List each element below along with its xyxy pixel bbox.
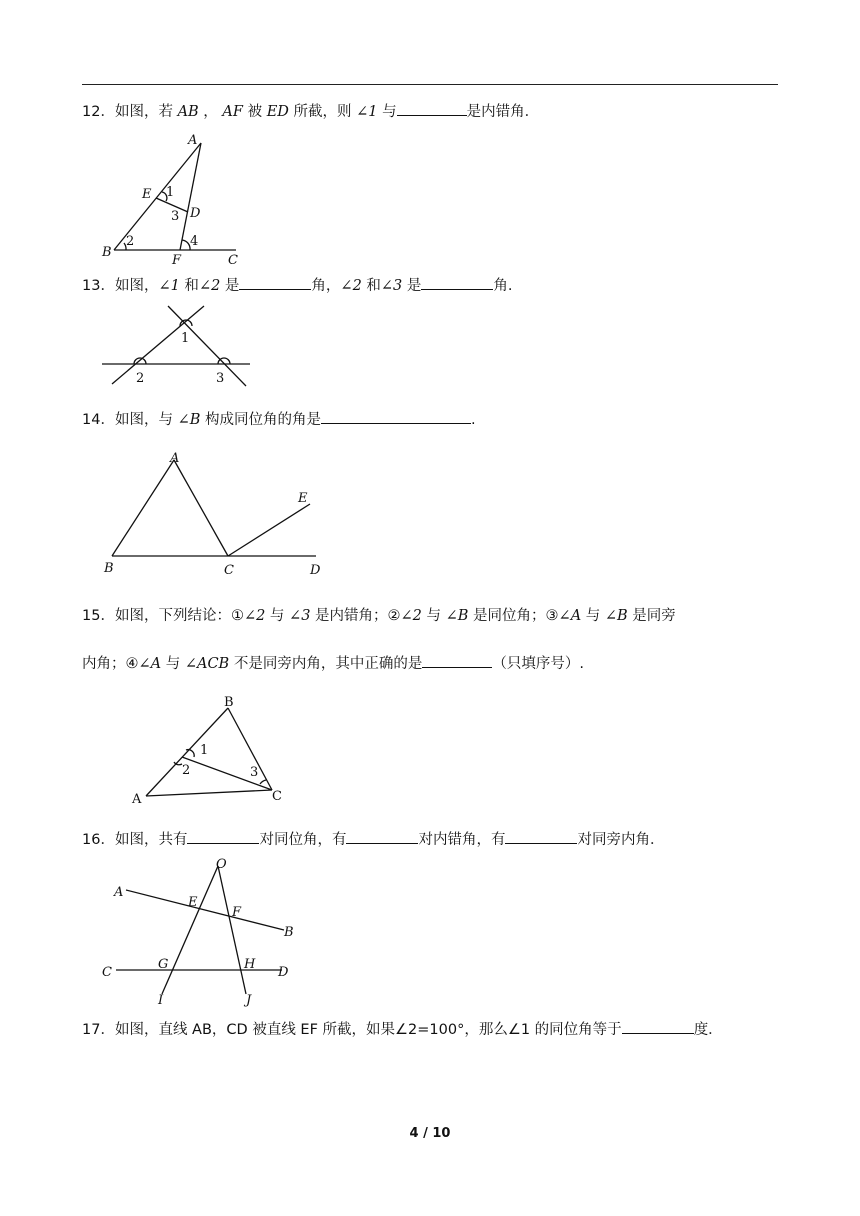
point-label: A	[114, 885, 124, 900]
point-label: A	[170, 451, 180, 466]
question-text: ，	[198, 104, 223, 120]
question-text: 对内错角，有	[418, 832, 506, 848]
math-term: ∠A	[558, 608, 582, 624]
question-text: ．如图，直线 AB，CD 被直线 EF 所截，如果∠2=100°，那么∠1 的同位角等于	[100, 1022, 622, 1038]
question-text: ．如图，若	[100, 104, 178, 120]
point-label: H	[244, 957, 256, 972]
question-text: 与	[581, 608, 605, 624]
answer-blank[interactable]	[346, 828, 418, 844]
question-text: 和	[361, 278, 381, 294]
question-text: 是	[402, 278, 422, 294]
figure-q13	[98, 298, 258, 390]
question-text: 内角；	[82, 656, 126, 672]
question-text: 角.	[493, 278, 513, 294]
question-text: 构成同位角的角是	[200, 412, 321, 428]
math-term: ∠B	[177, 412, 201, 428]
question-number: 12	[82, 104, 101, 120]
question-text: 对同旁内角．	[577, 832, 665, 848]
math-term: ∠3	[380, 278, 403, 294]
question-number: 17	[82, 1022, 101, 1038]
math-term: ∠2	[243, 608, 266, 624]
question-12	[82, 100, 539, 122]
math-term: ∠2	[340, 278, 362, 294]
transversal-right	[168, 306, 246, 386]
math-term: ∠3	[289, 608, 311, 624]
angle-label: 3	[171, 209, 180, 224]
angle-4-arc	[182, 240, 190, 250]
angle-label: 4	[190, 234, 199, 249]
question-17	[82, 1018, 723, 1040]
option-marker: ①	[230, 608, 244, 624]
line-oi	[162, 866, 218, 994]
question-text: 被	[242, 104, 267, 120]
question-number: 13	[82, 278, 101, 294]
point-label: I	[158, 993, 164, 1008]
math-term: ∠2	[198, 278, 221, 294]
question-text: ．如图，共有	[100, 832, 188, 848]
question-14	[82, 408, 476, 430]
point-label: B	[102, 245, 112, 260]
line-ac	[174, 460, 228, 556]
answer-blank[interactable]	[422, 652, 492, 668]
question-text: 是	[220, 278, 240, 294]
point-label: C	[224, 563, 234, 578]
point-label: D	[310, 563, 321, 578]
answer-blank[interactable]	[321, 408, 471, 424]
point-label: A	[188, 133, 198, 148]
question-text: 与	[161, 656, 185, 672]
question-text: （只填序号）.	[492, 656, 584, 672]
question-text: ．如图，下列结论：	[100, 608, 231, 624]
figure-q14	[98, 446, 338, 582]
question-text: 不是同旁内角，其中正确的是	[229, 656, 423, 672]
question-text: 与	[265, 608, 290, 624]
point-label: A	[132, 792, 142, 807]
math-term: AB	[177, 104, 199, 120]
point-label: O	[216, 857, 227, 872]
point-label: C	[228, 253, 238, 268]
question-text: 是同旁	[627, 608, 676, 624]
point-label: F	[172, 253, 182, 268]
point-label: F	[232, 905, 242, 920]
question-text: 与	[421, 608, 446, 624]
option-marker: ④	[125, 656, 139, 672]
option-marker: ②	[387, 608, 401, 624]
math-term: ∠1	[356, 104, 378, 120]
math-term: ∠B	[604, 608, 628, 624]
point-label: D	[190, 206, 201, 221]
angle-label: 2	[136, 371, 145, 386]
question-text: 与	[377, 104, 397, 120]
question-text: 和	[179, 278, 199, 294]
answer-blank[interactable]	[622, 1018, 694, 1034]
answer-blank[interactable]	[421, 274, 493, 290]
point-label: B	[104, 561, 114, 576]
point-label: D	[278, 965, 289, 980]
page-number: 4 / 10	[409, 1126, 451, 1141]
answer-blank[interactable]	[505, 828, 577, 844]
answer-blank[interactable]	[187, 828, 259, 844]
figure-q15	[128, 690, 298, 810]
figure-q12	[96, 128, 256, 268]
header-rule	[82, 84, 778, 85]
question-text: 所截，则	[288, 104, 357, 120]
math-term: ∠1	[158, 278, 180, 294]
math-term: ∠B	[445, 608, 469, 624]
line-ab	[112, 460, 174, 556]
question-text: ．如图，	[100, 278, 159, 294]
angle-label: 2	[126, 234, 135, 249]
math-term: ∠ACB	[184, 656, 230, 672]
line-ab	[146, 708, 228, 796]
angle-label: 1	[200, 743, 209, 758]
question-text: 是内错角；	[310, 608, 388, 624]
math-term: AF	[222, 104, 243, 120]
question-number: 16	[82, 832, 101, 848]
question-text: 度．	[693, 1022, 723, 1038]
question-16	[82, 828, 664, 850]
point-label: J	[246, 993, 252, 1008]
point-label: C	[102, 965, 112, 980]
question-15-line-2	[82, 652, 584, 674]
math-term: ∠2	[400, 608, 422, 624]
question-text: 是内错角．	[466, 104, 540, 120]
point-label: E	[188, 895, 198, 910]
line-ce	[228, 504, 310, 556]
question-text: .	[470, 412, 476, 428]
question-text: ．如图，与	[100, 412, 178, 428]
point-label: E	[142, 187, 152, 202]
answer-blank[interactable]	[239, 274, 311, 290]
angle-1-arc	[186, 750, 194, 757]
angle-label: 3	[250, 765, 259, 780]
point-label: B	[224, 695, 234, 710]
question-text: 角，	[311, 278, 341, 294]
line-from-ab-to-c	[182, 757, 272, 790]
point-label: C	[272, 789, 282, 804]
option-marker: ③	[545, 608, 559, 624]
angle-label: 1	[181, 331, 190, 346]
angle-label: 3	[216, 371, 225, 386]
point-label: G	[158, 957, 169, 972]
question-number: 15	[82, 608, 101, 624]
math-term: ED	[266, 104, 289, 120]
point-label: B	[284, 925, 294, 940]
question-text: 是同位角；	[468, 608, 546, 624]
line-ac	[146, 790, 272, 796]
figure-q16	[100, 852, 310, 1008]
transversal-left	[112, 306, 204, 384]
question-text: 对同位角，有	[259, 832, 347, 848]
question-number: 14	[82, 412, 101, 428]
angle-label: 2	[182, 763, 191, 778]
line-oj	[218, 866, 246, 994]
question-15-line-1	[82, 606, 676, 626]
angle-3-arc	[260, 780, 266, 784]
question-13	[82, 274, 513, 296]
answer-blank[interactable]	[397, 100, 467, 116]
angle-label: 1	[166, 185, 175, 200]
math-term: ∠A	[138, 656, 162, 672]
point-label: E	[298, 491, 308, 506]
